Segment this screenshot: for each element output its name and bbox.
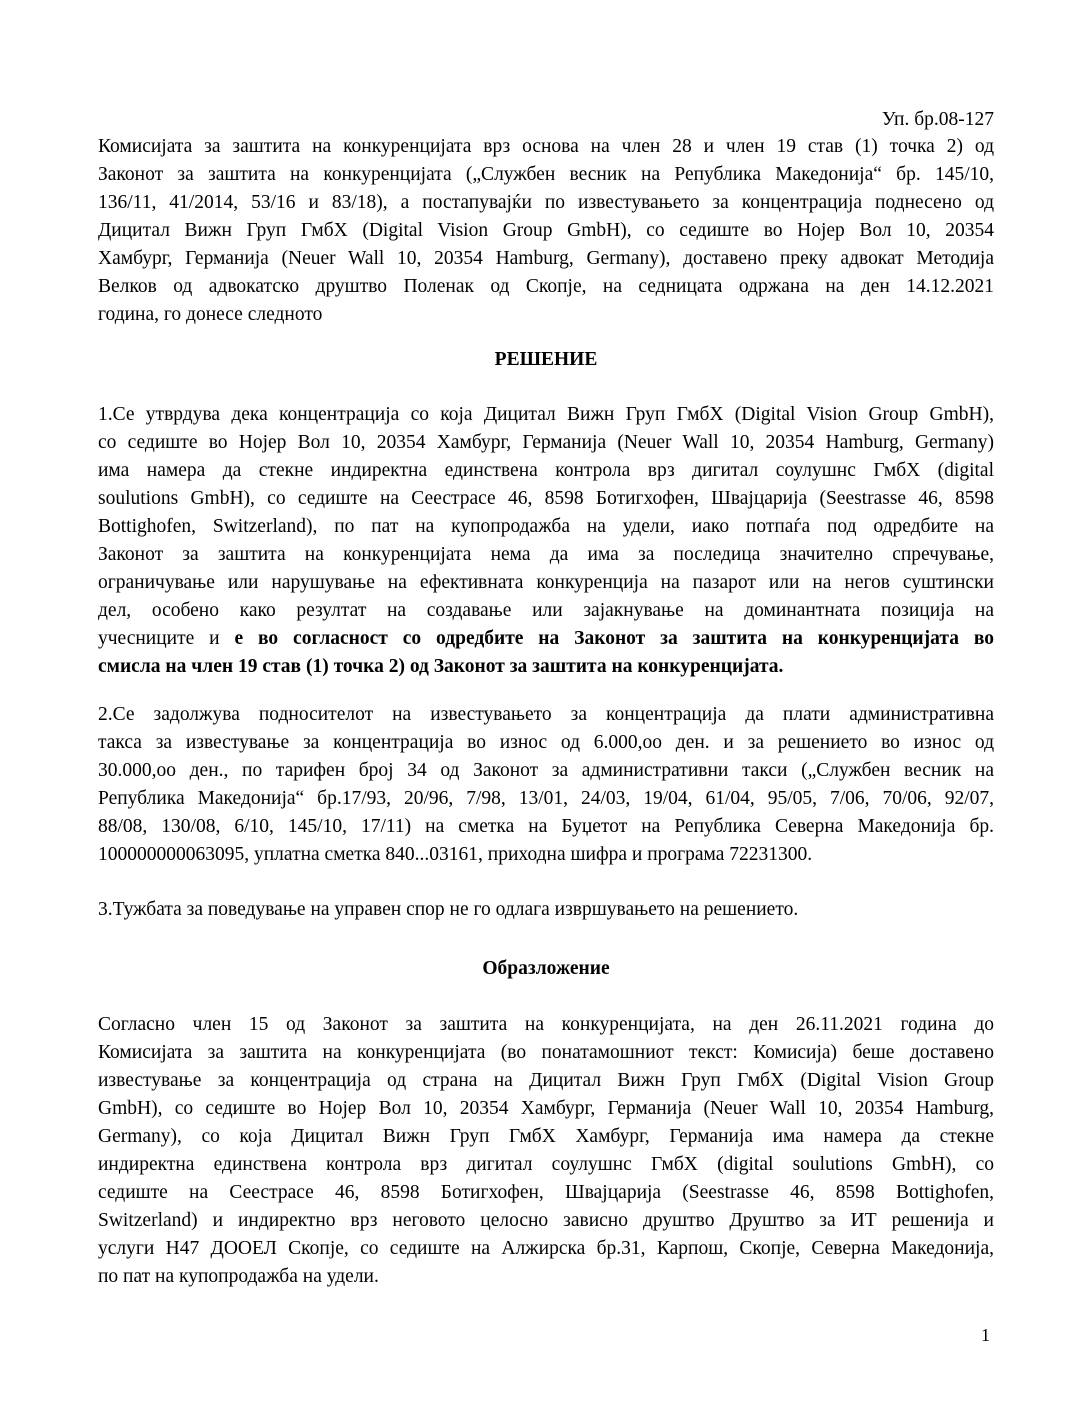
- reasoning-line: Комисијата за заштита на конкуренцијата (во понатамошниот текст: Комисија) беше доставено: [98, 1042, 994, 1063]
- reasoning-heading: Образложение: [482, 958, 610, 979]
- reasoning-line: индиректна единствена контрола врз дигитал соулушнс ГмбХ (digital soulutions GmbH), со: [98, 1154, 994, 1175]
- intro-line: Комисијата за заштита на конкуренцијата врз основа на член 28 и член 19 став (1) точка 2) од: [98, 136, 994, 157]
- decision-heading: РЕШЕНИЕ: [494, 349, 598, 370]
- intro-line: година, го донесе следното: [98, 304, 323, 325]
- reasoning-line: Согласно член 15 од Законот за заштита на конкуренцијата, на ден 26.11.2021 година до: [98, 1014, 994, 1035]
- point2-line: такса за известување за концентрација во износ од 6.000,оо ден. и за решението во износ од: [98, 732, 994, 753]
- point1-bold-text: е во согласност со одредбите на Законот за заштита на конкуренцијата во: [234, 628, 994, 649]
- point1-bold-line: смисла на член 19 став (1) точка 2) од Законот за заштита на конкуренцијата.: [98, 656, 784, 677]
- intro-line: Велков од адвокатско друштво Поленак од Скопје, на седницата одржана на ден 14.12.2021: [98, 276, 994, 297]
- point1-line: Bottighofen, Switzerland), по пат на купопродажба на удели, иако потпаѓа под одредбите на: [98, 516, 994, 537]
- point1-line: soulutions GmbH), со седиште на Сеестрасе 46, 8598 Ботигхофен, Швајцарија (Seestrasse 46, 8598: [98, 488, 994, 509]
- point1-line: со седиште во Нојер Вол 10, 20354 Хамбург, Германија (Neuer Wall 10, 20354 Hamburg, Germany): [98, 432, 994, 453]
- point2-line: 100000000063095, уплатна сметка 840...03161, приходна шифра и програма 72231300.: [98, 844, 813, 865]
- reasoning-line: седиште на Сеестрасе 46, 8598 Ботигхофен, Швајцарија (Seestrasse 46, 8598 Bottighofen,: [98, 1182, 994, 1203]
- point1-line: 1.Се утврдува дека концентрација со која Дицитал Вижн Груп ГмбХ (Digital Vision Group GmbH),: [98, 404, 994, 425]
- reasoning-line: Switzerland) и индиректно врз неговото целосно зависно друштво Друштво за ИТ решенија и: [98, 1210, 994, 1231]
- point1-plain-text: учесниците и: [98, 628, 235, 649]
- point1-line: дел, особено како резултат на создавање или зајакнување на доминантната позиција на: [98, 600, 994, 621]
- reasoning-line: GmbH), со седиште во Нојер Вол 10, 20354 Хамбург, Германија (Neuer Wall 10, 20354 Hamburg,: [98, 1098, 994, 1119]
- point2-line: 88/08, 130/08, 6/10, 145/10, 17/11) на сметка на Буџетот на Република Северна Македонија бр.: [98, 816, 994, 837]
- intro-line: Дицитал Вижн Груп ГмбХ (Digital Vision Group GmbH), со седиште во Нојер Вол 10, 20354: [98, 220, 994, 241]
- point1-mixed-line: [98, 626, 994, 652]
- intro-line: 136/11, 41/2014, 53/16 и 83/18), а постапувајќи по известувањето за концентрација поднесено од: [98, 192, 994, 213]
- decision-point-3: 3.Тужбата за поведување на управен спор не го одлага извршувањето на решението.: [98, 899, 799, 920]
- reasoning-line: Germany), со која Дицитал Вижн Груп ГмбХ Хамбург, Германија има намера да стекне: [98, 1126, 994, 1147]
- point2-line: 2.Се задолжува подносителот на известувањето за концентрација да плати административна: [98, 704, 994, 725]
- reasoning-line: услуги Н47 ДООЕЛ Скопје, со седиште на Алжирска бр.31, Карпош, Скопје, Северна Македонија,: [98, 1238, 994, 1259]
- reasoning-line: по пат на купопродажба на удели.: [98, 1266, 379, 1287]
- reference-number: Уп. бр.08-127: [881, 109, 994, 130]
- intro-line: Хамбург, Германија (Neuer Wall 10, 20354 Hamburg, Germany), доставено преку адвокат Методија: [98, 248, 994, 269]
- point2-line: 30.000,оо ден., по тарифен број 34 од Законот за административни такси („Службен весник на: [98, 760, 994, 781]
- point2-line: Република Македонија“ бр.17/93, 20/96, 7/98, 13/01, 24/03, 19/04, 61/04, 95/05, 7/06, 70/06, 92/07,: [98, 788, 994, 809]
- intro-line: Законот за заштита на конкуренцијата („Службен весник на Република Македонија“ бр. 145/10,: [98, 164, 994, 185]
- point1-line: ограничување или нарушување на ефективната конкуренција на пазарот или на негов суштински: [98, 572, 994, 593]
- reasoning-line: известување за концентрација од страна на Дицитал Вижн Груп ГмбХ (Digital Vision Group: [98, 1070, 994, 1091]
- point1-line: Законот за заштита на конкуренцијата нема да има за последица значително спречување,: [98, 544, 994, 565]
- point1-line: има намера да стекне индиректна единствена контрола врз дигитал соулушнс ГмбХ (digital: [98, 460, 994, 481]
- page-number: 1: [981, 1325, 990, 1345]
